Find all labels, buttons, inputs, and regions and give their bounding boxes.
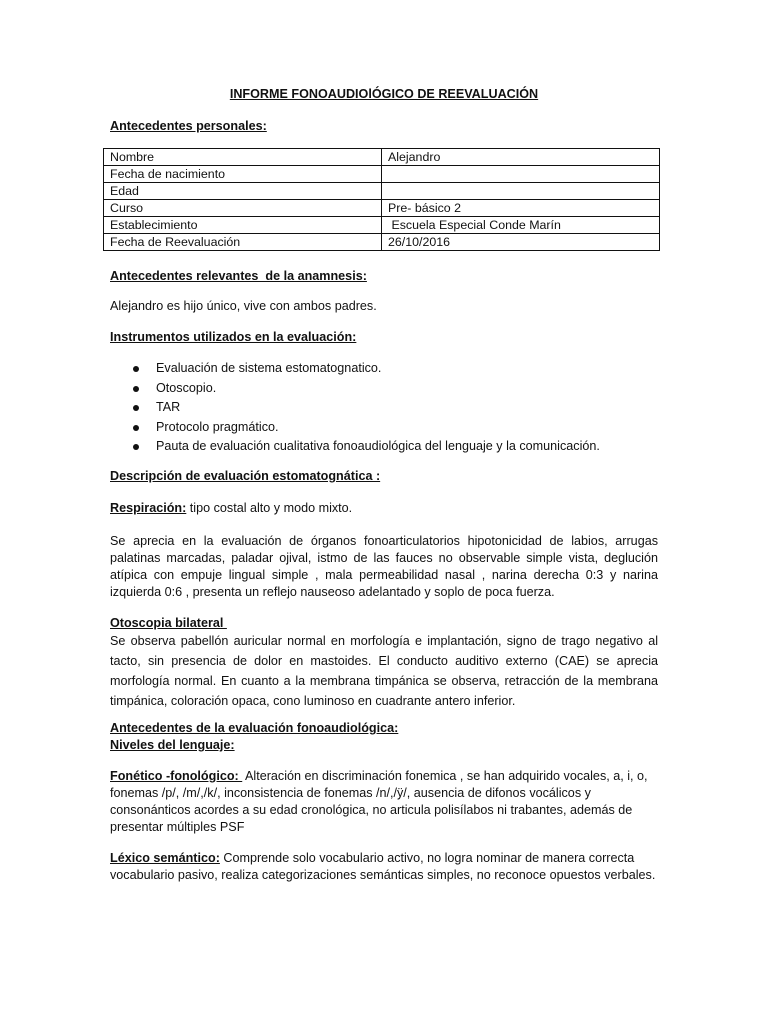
lexico-text: Comprende solo vocabulario activo, no logra nominar de manera correcta vocabulario pasivo, realiza categorizaciones semánticas simples, no reconoce opuestos verbales. [110, 851, 656, 882]
bullet-icon [133, 444, 139, 450]
table-row [104, 234, 660, 251]
row-label: Establecimiento [104, 217, 382, 234]
otoscopia-heading: Otoscopia bilateral [110, 616, 227, 630]
row-value [382, 183, 660, 200]
instrumentos-heading: Instrumentos utilizados en la evaluación: [110, 330, 357, 344]
bullet-icon [133, 366, 139, 372]
bullet-icon [133, 386, 139, 392]
antecedentes-personales-heading: Antecedentes personales: [110, 119, 267, 133]
lexico-label: Léxico semántico: [110, 851, 220, 865]
personal-info-table [103, 148, 660, 251]
table-row [104, 183, 660, 200]
list-item: TAR [130, 398, 670, 418]
fonetico-paragraph [110, 768, 658, 836]
respiracion-text: tipo costal alto y modo mixto. [186, 501, 353, 515]
row-value [382, 166, 660, 183]
bullet-icon [133, 405, 139, 411]
table-row [104, 200, 660, 217]
row-value: Pre- básico 2 [382, 200, 660, 217]
row-value: Alejandro [382, 149, 660, 166]
estomatognatica-heading: Descripción de evaluación estomatognática : [110, 469, 381, 483]
otoscopia-text: Se observa pabellón auricular normal en morfología e implantación, signo de trago negativo al tacto, sin presencia de dolor en mastoides. El conducto auditivo externo (CAE) se aprecia morfología normal. En cuanto a la membrana timpánica se observa, retracción de la membrana timpánica, coloración opaca, cono luminoso en cuadrante antero inferior. [110, 634, 658, 708]
anamnesis-heading: Antecedentes relevantes de la anamnesis: [110, 269, 367, 283]
estomatognatica-text: Se aprecia en la evaluación de órganos fonoarticulatorios hipotonicidad de labios, arrugas palatinas marcadas, paladar ojival, istmo de las fauces no observable simple vista, deglución atípica con empuje lingual simple , mala permeabilidad nasal , narina derecha 0:3 y narina izquierda 0:6 , presenta un reflejo nauseoso adelantado y soplo de poca fuerza. [110, 534, 658, 599]
row-value: 26/10/2016 [382, 234, 660, 251]
instrumentos-list [130, 359, 670, 457]
anamnesis-text: Alejandro es hijo único, vive con ambos padres. [110, 299, 377, 313]
table-row [104, 217, 660, 234]
list-item: Otoscopio. [130, 379, 670, 399]
respiracion-line [110, 500, 352, 517]
bullet-icon [133, 425, 139, 431]
lexico-paragraph [110, 850, 658, 884]
table-row [104, 166, 660, 183]
list-item: Pauta de evaluación cualitativa fonoaudiológica del lenguaje y la comunicación. [130, 437, 670, 457]
row-label: Edad [104, 183, 382, 200]
fonetico-label: Fonético -fonológico: [110, 769, 243, 783]
row-value: Escuela Especial Conde Marín [382, 217, 660, 234]
row-label: Curso [104, 200, 382, 217]
table-row [104, 149, 660, 166]
niveles-heading: Niveles del lenguaje: [110, 738, 235, 752]
evaluacion-heading: Antecedentes de la evaluación fonoaudiológica: [110, 721, 399, 735]
list-item: Evaluación de sistema estomatognatico. [130, 359, 670, 379]
respiracion-label: Respiración: [110, 501, 187, 515]
row-label: Fecha de nacimiento [104, 166, 382, 183]
list-item: Protocolo pragmático. [130, 418, 670, 438]
row-label: Fecha de Reevaluación [104, 234, 382, 251]
fonetico-text: Alteración en discriminación fonemica , se han adquirido vocales, a, i, o, fonemas /p/, /m/,/k/, inconsistencia de fonemas /n/,/ÿ/, ausencia de difonos vocálicos y consonánticos acordes a su edad cronológica, no articula polisílabos ni trabantes, además de presentar múltiples PSF [110, 769, 648, 834]
document-title: INFORME FONOAUDIOlÓGICO DE REEVALUACIÓN [229, 87, 539, 101]
row-label: Nombre [104, 149, 382, 166]
